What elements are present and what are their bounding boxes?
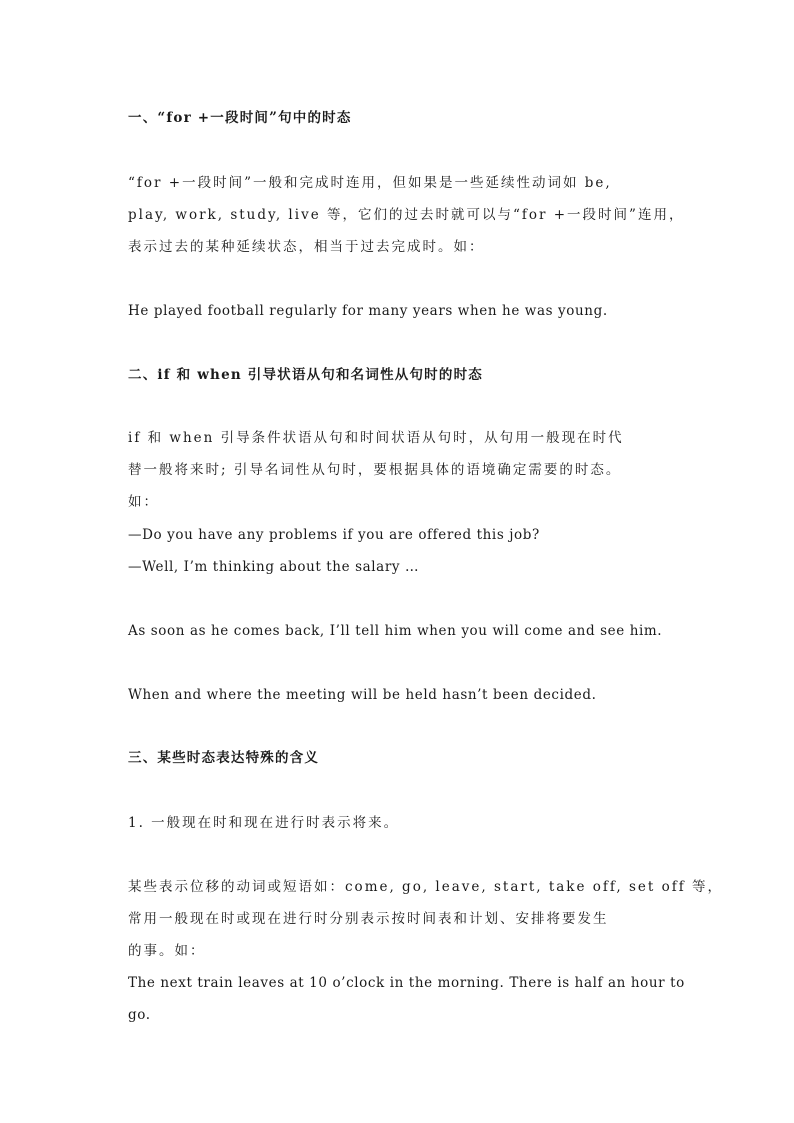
example-sentence: go. (128, 1007, 151, 1023)
dialogue-line: —Do you have any problems if you are offered this job? (128, 527, 540, 543)
paragraph-line: if 和 when 引导条件状语从句和时间状语从句时，从句用一般现在时代 (128, 430, 624, 446)
paragraph-line: 的事。如： (128, 943, 206, 959)
paragraph-line: 某些表示位移的动词或短语如：come, go, leave, start, take off, set off 等， (128, 879, 724, 895)
paragraph-line: “for +一段时间”一般和完成时连用，但如果是一些延续性动词如 be, (128, 175, 612, 191)
example-sentence: As soon as he comes back, I’ll tell him when you will come and see him. (128, 623, 663, 639)
section-heading-2: 二、if 和 when 引导状语从句和名词性从句时的时态 (128, 367, 483, 383)
paragraph-line: 常用一般现在时或现在进行时分别表示按时间表和计划、安排将要发生 (128, 911, 609, 927)
paragraph-line: play, work, study, live 等，它们的过去时就可以与“for +一段时间”连用， (128, 207, 685, 223)
dialogue-line: —Well, I’m thinking about the salary … (128, 559, 420, 575)
example-sentence: When and where the meeting will be held hasn’t been decided. (128, 687, 597, 703)
paragraph-line: 表示过去的某种延续状态，相当于过去完成时。如： (128, 239, 485, 255)
list-item: 1. 一般现在时和现在进行时表示将来。 (128, 815, 400, 831)
section-heading-3: 三、某些时态表达特殊的含义 (128, 750, 320, 766)
example-sentence: The next train leaves at 10 o’clock in the morning. There is half an hour to (128, 975, 685, 991)
section-heading-1: 一、“for +一段时间”句中的时态 (128, 110, 352, 126)
example-sentence: He played football regularly for many years when he was young. (128, 303, 608, 319)
paragraph-line: 如： (128, 494, 159, 510)
paragraph-line: 替一般将来时; 引导名词性从句时，要根据具体的语境确定需要的时态。 (128, 462, 622, 478)
